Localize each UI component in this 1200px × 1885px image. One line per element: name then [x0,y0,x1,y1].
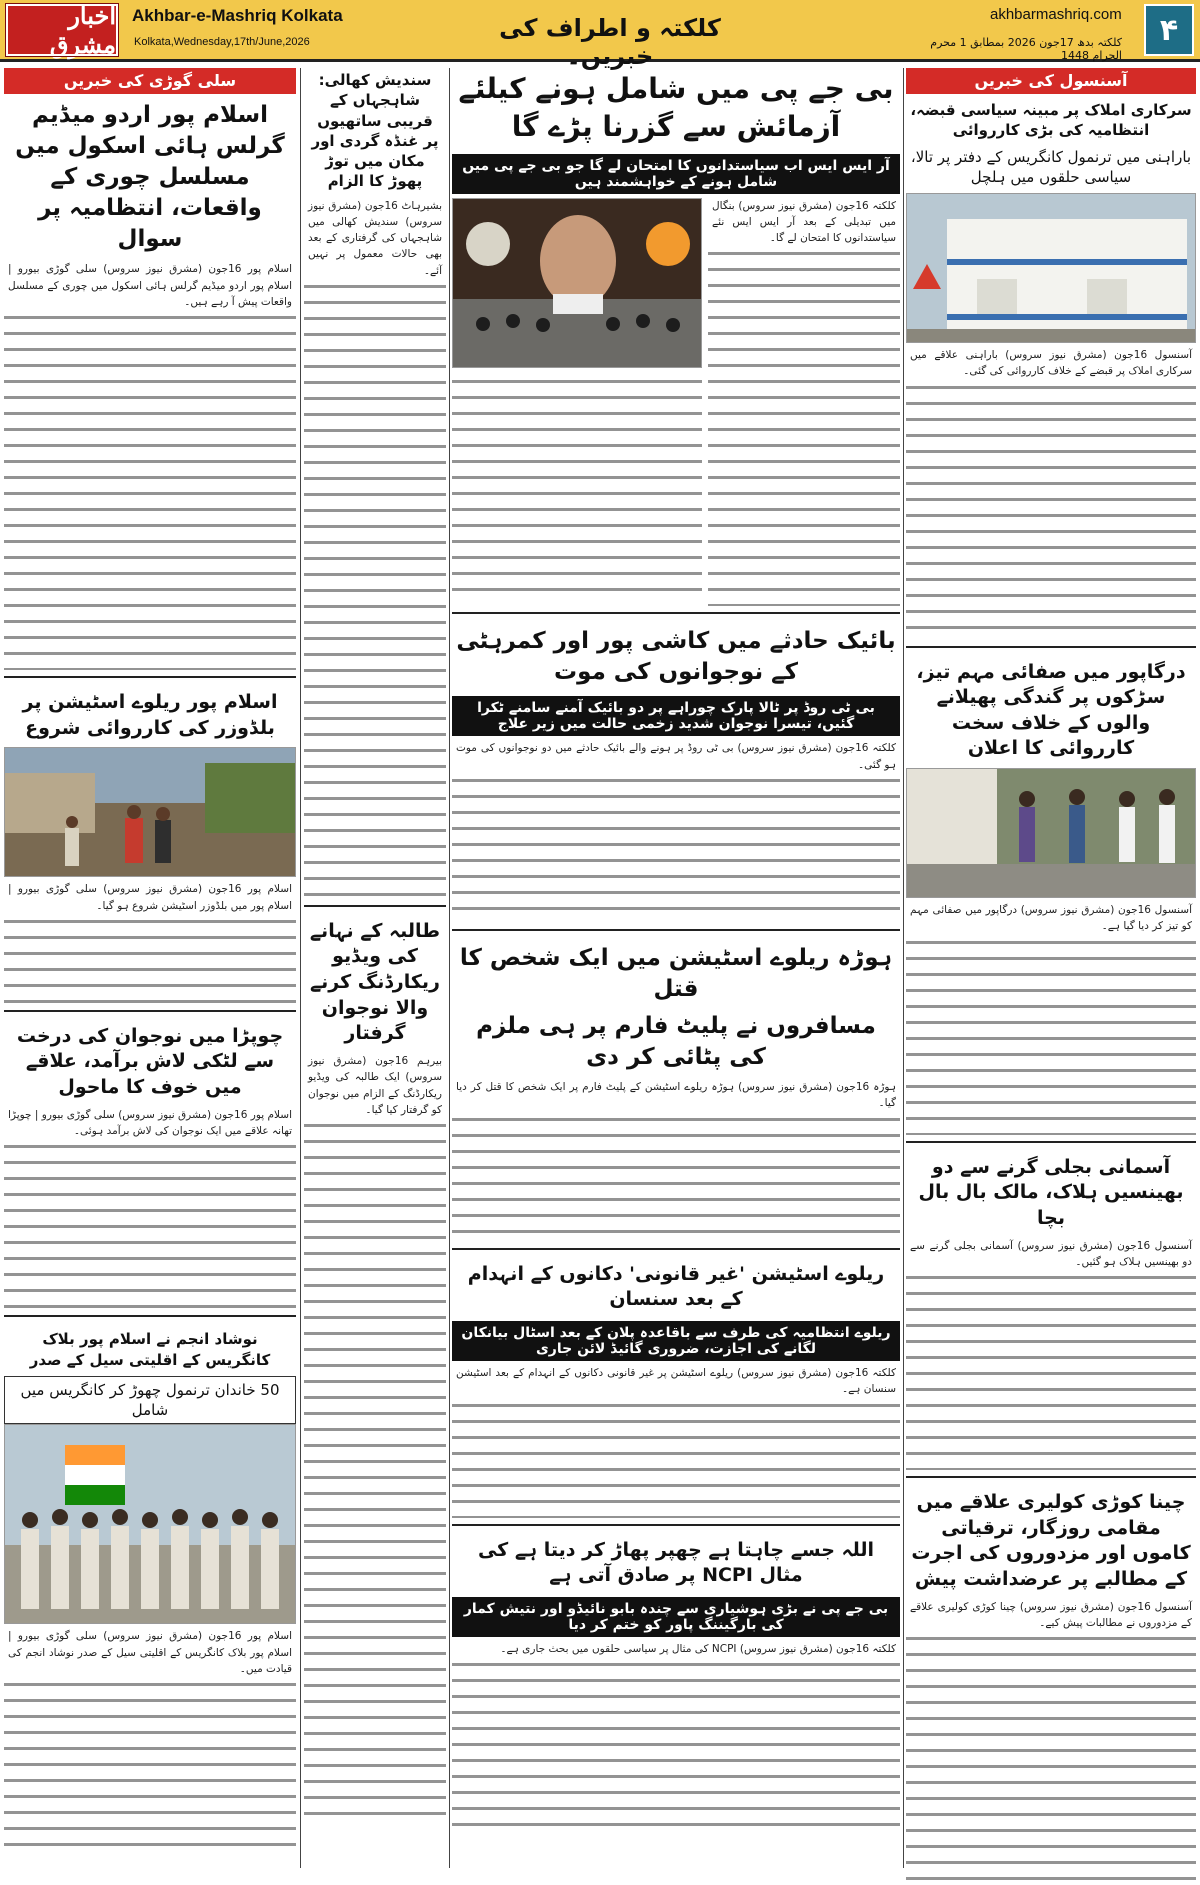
divider [452,1524,900,1526]
article-lead: اسلام پور 16جون (مشرق نیوز سروس) سلی گوڑی بیورو | چوپڑا تھانہ علاقے میں ایک نوجوان کی لاش برآمد ہوئی۔ [8,1108,293,1138]
article-lead: کلکتہ 16جون (مشرق نیوز سروس) بی ٹی روڈ پر ہونے والے بائیک حادثے میں دو نوجوانوں کی موت ہو گئی۔ [456,742,896,771]
headline-sandeshkhali[interactable]: سندیش کھالی: شاہجہاں کے قریبی ساتھیوں پر غنڈہ گردی اور مکان میں توڑ پھوڑ کا الزام [311,71,439,191]
article-body-text [452,374,702,604]
photo-rss-leader [452,198,702,368]
headline-bjp-test[interactable]: بی جے پی میں شامل ہونے کیلئے آزمائش سے گزرنا پڑے گا [458,72,894,143]
headline-ncpi[interactable]: اللہ جسے چاہتا ہے چھپر پھاڑ کر دیتا ہے کی مثال NCPI پر صادق آتی ہے [477,1538,875,1587]
article-lead: اسلام پور 16جون (مشرق نیوز سروس) سلی گوڑی بیورو | اسلام پور بلاک کانگریس کے اقلیتی سیل کے صدر نوشاد انجم کی قیادت میں۔ [8,1630,292,1675]
divider [452,929,900,931]
article-body-text [906,1631,1196,1881]
divider [452,612,900,614]
article-body-text [452,1112,900,1242]
divider [906,646,1196,648]
article-body-text [906,935,1196,1135]
column-rule [300,68,301,1868]
headline-chinakuri-colliery[interactable]: چینا کوڑی کولیری علاقے میں مقامی روزگار، ترقیاتی کاموں اور مزدوروں کی اجرت کے مطالبے پر عرضداشت پیش [911,1491,1191,1590]
article-body-text [4,1677,296,1847]
headline-video-arrest[interactable]: طالبہ کے نہانے کی ویڈیو ریکارڈنگ کرنے والا نوجوان گرفتار [309,919,441,1045]
divider [4,1010,296,1012]
column-rule [449,68,450,1868]
page-number-badge: ۴ [1144,4,1194,56]
newspaper-logo: اخبار مشرق [6,4,118,56]
headline-durgapur-cleanliness[interactable]: درگاپور میں صفائی مہم تیز، سڑکوں پر گندگی پھیلانے والوں کے خلاف سخت کارروائی کا اعلان [916,660,1186,760]
article-body-text [708,246,900,606]
subheadline-bike-accident: بی ٹی روڈ پر ٹالا پارک چوراہے پر دو بائیک آمنے سامنے ٹکرا گئیں، تیسرا نوجوان شدید زخمی حالت میں زیر علاج [452,696,900,736]
headline-howrah-murder[interactable]: ہوڑہ ریلوے اسٹیشن میں ایک شخص کا قتل [459,945,893,1003]
article-body-text [4,310,296,670]
article-body-text [4,1139,296,1309]
article-lead: آسنسول 16جون (مشرق نیوز سروس) باراہنی علاقے میں سرکاری املاک پر قبضے کے خلاف کارروائی کی گئی۔ [910,349,1192,378]
article-lead: آسنسول 16جون (مشرق نیوز سروس) درگاپور میں صفائی مہم کو تیز کر دیا گیا ہے۔ [910,904,1192,933]
column-siliguri [4,68,296,1847]
article-lead: آسنسول 16جون (مشرق نیوز سروس) آسمانی بجلی گرنے سے دو بھینسیں ہلاک ہو گئیں۔ [910,1239,1192,1268]
dateline-english: Kolkata,Wednesday,17th/June,2026 [134,36,310,48]
article-body-text [452,773,900,923]
photo-tmc-office [906,193,1196,343]
divider [906,1476,1196,1478]
article-body-text [304,279,446,899]
headline-howrah-murder-2[interactable]: مسافروں نے پلیٹ فارم پر ہی ملزم کی پٹائی کر دی [476,1013,876,1071]
article-body-text [4,914,296,1004]
section-banner-siliguri: سلی گوڑی کی خبریں [4,68,296,94]
article-lead: کلکتہ 16جون (مشرق نیوز سروس) بنگال میں تبدیلی کے بعد آر ایس ایس نئے سیاستدانوں کا امتحان لے گا۔ [712,199,896,245]
column-sandeshkhali [304,68,446,1818]
headline-railway-shops[interactable]: ریلوے اسٹیشن 'غیر قانونی' دکانوں کے انہدام کے بعد سنسان [467,1262,885,1311]
dateline-urdu: کلکتہ بدھ 17جون 2026 بمطابق 1 محرم الحرام 1448 [930,36,1122,62]
article-body-text [304,1118,446,1818]
divider [304,905,446,907]
photo-cleanliness-drive [906,768,1196,898]
section-banner-asansol: آسنسول کی خبریں [906,68,1196,94]
article-body-text [452,1657,900,1837]
photo-congress-joining [4,1424,296,1624]
article-lead: اسلام پور 16جون (مشرق نیوز سروس) سلی گوڑی بیورو | اسلام پور میں بلڈوزر اسٹیشن شروع ہو گیا۔ [8,883,292,912]
article-body-text [452,1398,900,1518]
article-lead: ہوڑہ 16جون (مشرق نیوز سروس) ہوڑہ ریلوے اسٹیشن کے پلیٹ فارم پر ایک شخص کا قتل کر دیا گیا۔ [456,1081,896,1110]
masthead [0,0,1200,70]
column-kolkata-main [452,68,900,1837]
headline-bulldozer[interactable]: اسلام پور ریلوے اسٹیشن پر بلڈوزر کی کارروائی شروع [22,691,278,739]
page-title: کلکتہ و اطراف کی خبریں۔ [499,14,721,70]
article-lead: آسنسول 16جون (مشرق نیوز سروس) چینا کوڑی کولیری علاقے کے مزدوروں نے مطالبات پیش کیے۔ [910,1600,1192,1629]
subheadline-tmc-office: باراہنی میں ترنمول کانگریس کے دفتر پر تالا، سیاسی حلقوں میں ہلچل [910,147,1192,186]
article-lead: کلکتہ 16جون (مشرق نیوز سروس) NCPI کی مثال پر سیاسی حلقوں میں بحث جاری ہے۔ [500,1642,896,1655]
article-body-text [906,380,1196,640]
headline-naushad-anjum[interactable]: نوشاد انجم نے اسلام پور بلاک کانگریس کے اقلیتی سیل کے صدر [29,1330,271,1369]
headline-govt-property[interactable]: سرکاری املاک پر مبینہ سیاسی قبضہ، انتظامیہ کی بڑی کارروائی [910,101,1192,140]
article-lead: بیرہم 16جون (مشرق نیوز سروس) ایک طالبہ کی ویڈیو ریکارڈنگ کے الزام میں نوجوان کو گرفتار کیا گیا۔ [308,1055,442,1116]
headline-bike-accident[interactable]: بائیک حادثے میں کاشی پور اور کمرہٹی کے نوجوانوں کی موت [456,628,896,686]
subheadline-rss-exam: آر ایس ایس اب سیاستدانوں کا امتحان لے گا جو بی جے پی میں شامل ہونے کے خواہشمند ہیں [452,154,900,194]
photo-bulldozer-site [4,747,296,877]
article-body-text [906,1270,1196,1470]
article-lead: کلکتہ 16جون (مشرق نیوز سروس) ریلوے اسٹیشن پر غیر قانونی دکانوں کے انہدام کے بعد اسٹیشن سنسان ہے۔ [456,1367,896,1396]
column-rule [903,68,904,1868]
subheadline-congress-join: 50 خاندان ترنمول چھوڑ کر کانگریس میں شامل [4,1376,296,1425]
headline-lightning[interactable]: آسمانی بجلی گرنے سے دو بھینسیں ہلاک، مالک بال بال بچا [918,1155,1184,1229]
headline-chopra-body[interactable]: چوپڑا میں نوجوان کی درخت سے لٹکی لاش برآمد، علاقے میں خوف کا ماحول [16,1024,284,1099]
article-lead: اسلام پور 16جون (مشرق نیوز سروس) سلی گوڑی بیورو | اسلام پور اردو میڈیم گرلس ہائی اسکول میں چوری کے مسلسل واقعات پیش آ رہے ہیں۔ [8,263,292,308]
divider [452,1248,900,1250]
divider [4,1315,296,1317]
subheadline-ncpi: بی جے پی نے بڑی ہوشیاری سے چندہ بابو نائیڈو اور نتیش کمار کی بارگیننگ پاور کو ختم کر دیا [452,1597,900,1637]
headline-school-theft[interactable]: اسلام پور اردو میڈیم گرلس ہائی اسکول میں مسلسل چوری کے واقعات، انتظامیہ پر سوال [15,102,285,253]
website-link[interactable]: akhbarmashriq.com [990,6,1122,23]
divider [906,1141,1196,1143]
column-asansol [906,68,1196,1881]
paper-name: Akhbar-e-Mashriq Kolkata [132,6,343,25]
subheadline-railway-shops: ریلوے انتظامیہ کی طرف سے باقاعدہ پلان کے بعد اسٹال بیانکان لگانے کی اجازت، ضروری گائیڈ لائن جاری [452,1321,900,1361]
divider [4,676,296,678]
article-lead: بشیرہاٹ 16جون (مشرق نیوز سروس) سندیش کھالی میں شاہجہاں کی گرفتاری کے بعد بھی حالات معمول پر نہیں آئے۔ [308,199,442,277]
